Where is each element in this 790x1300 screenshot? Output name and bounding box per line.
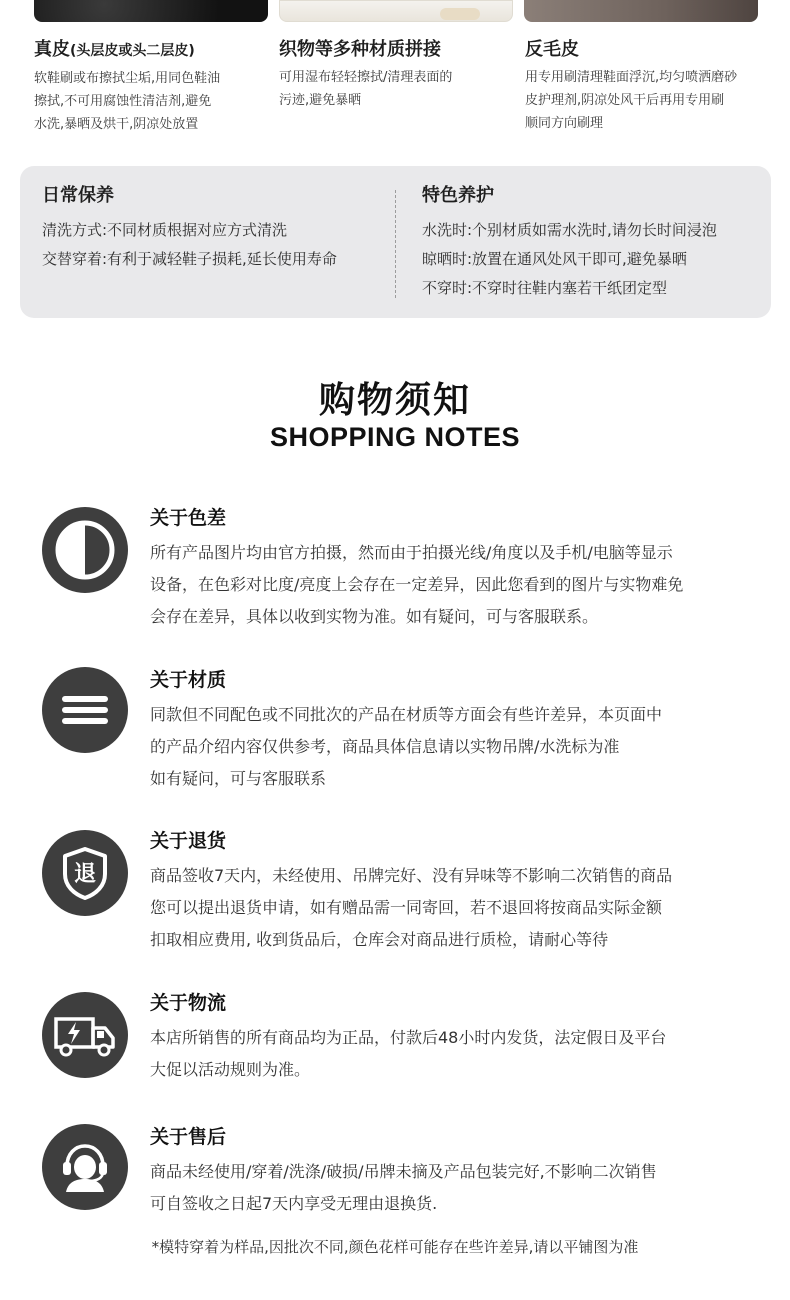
contrast-icon — [42, 507, 128, 593]
note-title: 关于售后 — [150, 1126, 227, 1148]
note-title: 关于材质 — [150, 669, 227, 691]
material-desc: 软鞋刷或布擦拭尘垢,用同色鞋油 擦拭,不可用腐蚀性清洁剂,避免 水洗,暴晒及烘干,阴凉处放置 — [34, 71, 221, 132]
note-title: 关于物流 — [150, 992, 227, 1014]
note-title: 关于退货 — [150, 830, 227, 852]
care-line: 交替穿着:有利于减轻鞋子损耗,延长使用寿命 — [42, 250, 337, 268]
note-body — [150, 505, 770, 633]
return-icon-label: 退 — [73, 862, 97, 887]
note-text: 所有产品图片均由官方拍摄，然而由于拍摄光线/角度以及手机/电脑等显示 设备，在色彩对比度/亮度上会存在一定差异，因此您看到的图片与实物难免 会存在差异，具体以收到实物为准。如有疑问，可与客服联系。 — [150, 543, 684, 626]
note-text: 本店所销售的所有商品均为正品，付款后48小时内发货，法定假日及平台 大促以活动规则为准。 — [150, 1028, 667, 1079]
suede-material-image — [524, 0, 758, 22]
care-line: 水洗时:个别材质如需水洗时,请勿长时间浸泡 — [422, 221, 717, 239]
care-line: 晾晒时:放置在通风处风干即可,避免暴晒 — [422, 250, 687, 268]
care-box — [20, 166, 771, 318]
note-body — [150, 667, 770, 795]
note-text: 商品未经使用/穿着/洗涤/破损/吊牌未摘及产品包装完好,不影响二次销售 可自签收之日起7天内享受无理由退换货. — [150, 1162, 657, 1213]
note-body — [150, 990, 770, 1086]
note-body — [150, 828, 770, 956]
dashed-divider — [395, 190, 396, 298]
return-shield-icon — [42, 830, 128, 916]
delivery-truck-icon — [42, 992, 128, 1078]
customer-service-icon — [42, 1124, 128, 1210]
daily-care-title: 日常保养 — [42, 185, 114, 206]
section-title: 购物须知 — [318, 379, 471, 421]
material-desc: 用专用刷清理鞋面浮沉,均匀喷洒磨砂 皮护理剂,阴凉处风干后再用专用刷 顺同方向刷理 — [525, 70, 738, 131]
care-line: 清洗方式:不同材质根据对应方式清洗 — [42, 221, 288, 239]
special-care-title: 特色养护 — [422, 185, 494, 206]
note-text: 同款但不同配色或不同批次的产品在材质等方面会有些许差异，本页面中 的产品介绍内容仅供参考，商品具体信息请以实物吊牌/水洗标为准 如有疑问，可与客服联系 — [150, 705, 663, 788]
material-desc: 可用湿布轻轻擦拭/清理表面的 污迹,避免暴晒 — [279, 70, 453, 108]
menu-lines-icon — [42, 667, 128, 753]
material-title: 织物等多种材质拼接 — [279, 39, 441, 60]
note-text: 商品签收7天内，未经使用、吊牌完好、没有异味等不影响二次销售的商品 您可以提出退货申请，如有赠品需一同寄回，若不退回将按商品实际金额 扣取相应费用, 收到货品后，仓库会对商品进行质检，请耐心等待 — [150, 866, 673, 949]
footnote: *模特穿着为样品,因批次不同,颜色花样可能存在些许差异,请以平铺图为准 — [151, 1238, 639, 1256]
material-title: 真皮(头层皮或头二层皮) — [34, 39, 195, 60]
special-care — [422, 184, 767, 303]
daily-care — [42, 184, 392, 274]
section-subtitle: SHOPPING NOTES — [269, 422, 521, 452]
material-fabric — [279, 38, 519, 112]
fabric-detail — [440, 8, 480, 20]
material-leather — [34, 38, 274, 136]
material-title: 反毛皮 — [525, 39, 579, 60]
note-title: 关于色差 — [150, 507, 227, 529]
note-body — [150, 1124, 770, 1220]
material-suede — [525, 38, 765, 135]
leather-material-image — [34, 0, 268, 22]
care-line: 不穿时:不穿时往鞋内塞若干纸团定型 — [422, 279, 668, 297]
